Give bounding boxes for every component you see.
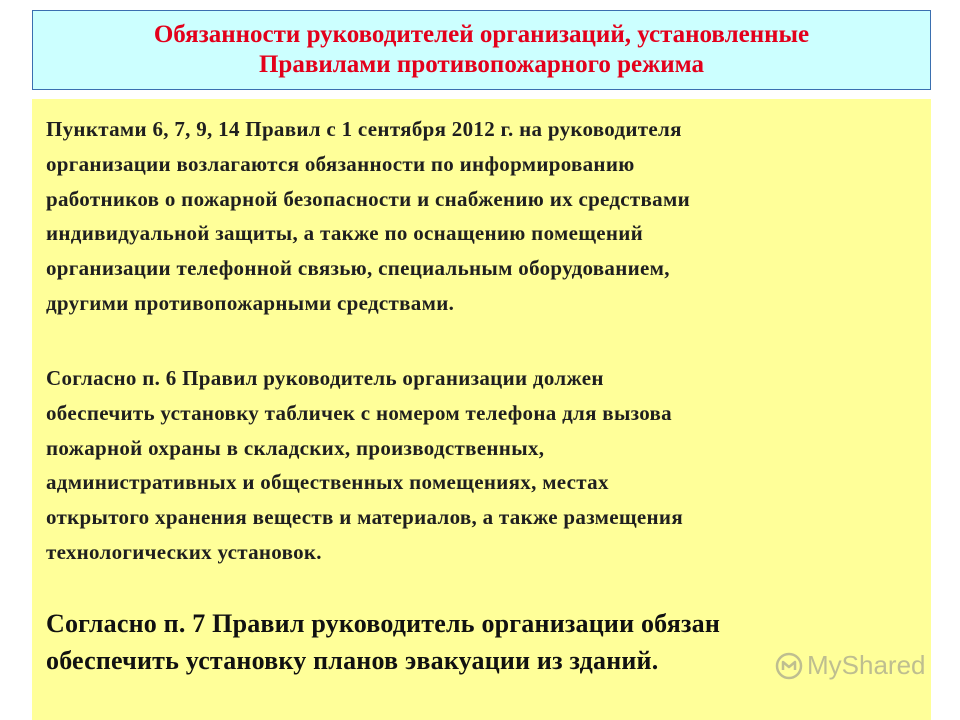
paragraph-line: индивидуальной защиты, а также по оснащению помещений: [46, 221, 644, 246]
paragraph-line: технологических установок.: [46, 539, 322, 564]
paragraph-line: Согласно п. 6 Правил руководитель организации должен: [46, 366, 604, 390]
slide-title-line-1: Обязанности руководителей организаций, установленные: [153, 21, 810, 48]
paragraph-line: Пунктами 6, 7, 9, 14 Правил с 1 сентября 2012 г. на руководителя: [46, 117, 682, 141]
paragraph-line: организации возлагаются обязанности по информированию: [46, 151, 635, 176]
watermark-text: MyShared: [807, 650, 926, 680]
slide-title-box: [32, 10, 931, 90]
paragraph-responsibilities: [46, 112, 690, 321]
slide-content-box: [32, 99, 931, 720]
paragraph-line: открытого хранения веществ и материалов, а также размещения: [46, 505, 683, 530]
paragraph-rule-6: [46, 361, 683, 570]
paragraph-line: другими противопожарными средствами.: [46, 290, 455, 315]
slide-title-line-2: Правилами противопожарного режима: [258, 51, 705, 78]
paragraph-line: Согласно п. 7 Правил руководитель организации обязан: [46, 609, 721, 638]
myshared-logo-icon: [775, 652, 803, 680]
paragraph-line: пожарной охраны в складских, производственных,: [46, 435, 545, 460]
paragraph-line: обеспечить установку табличек с номером телефона для вызова: [46, 400, 672, 425]
paragraph-line: организации телефонной связью, специальным оборудованием,: [46, 256, 670, 281]
myshared-watermark: [775, 650, 926, 681]
paragraph-line: обеспечить установку планов эвакуации из зданий.: [46, 646, 659, 675]
paragraph-line: административных и общественных помещениях, местах: [46, 470, 609, 495]
paragraph-line: работников о пожарной безопасности и снабжению их средствами: [46, 186, 690, 211]
paragraph-rule-7: [46, 605, 720, 679]
